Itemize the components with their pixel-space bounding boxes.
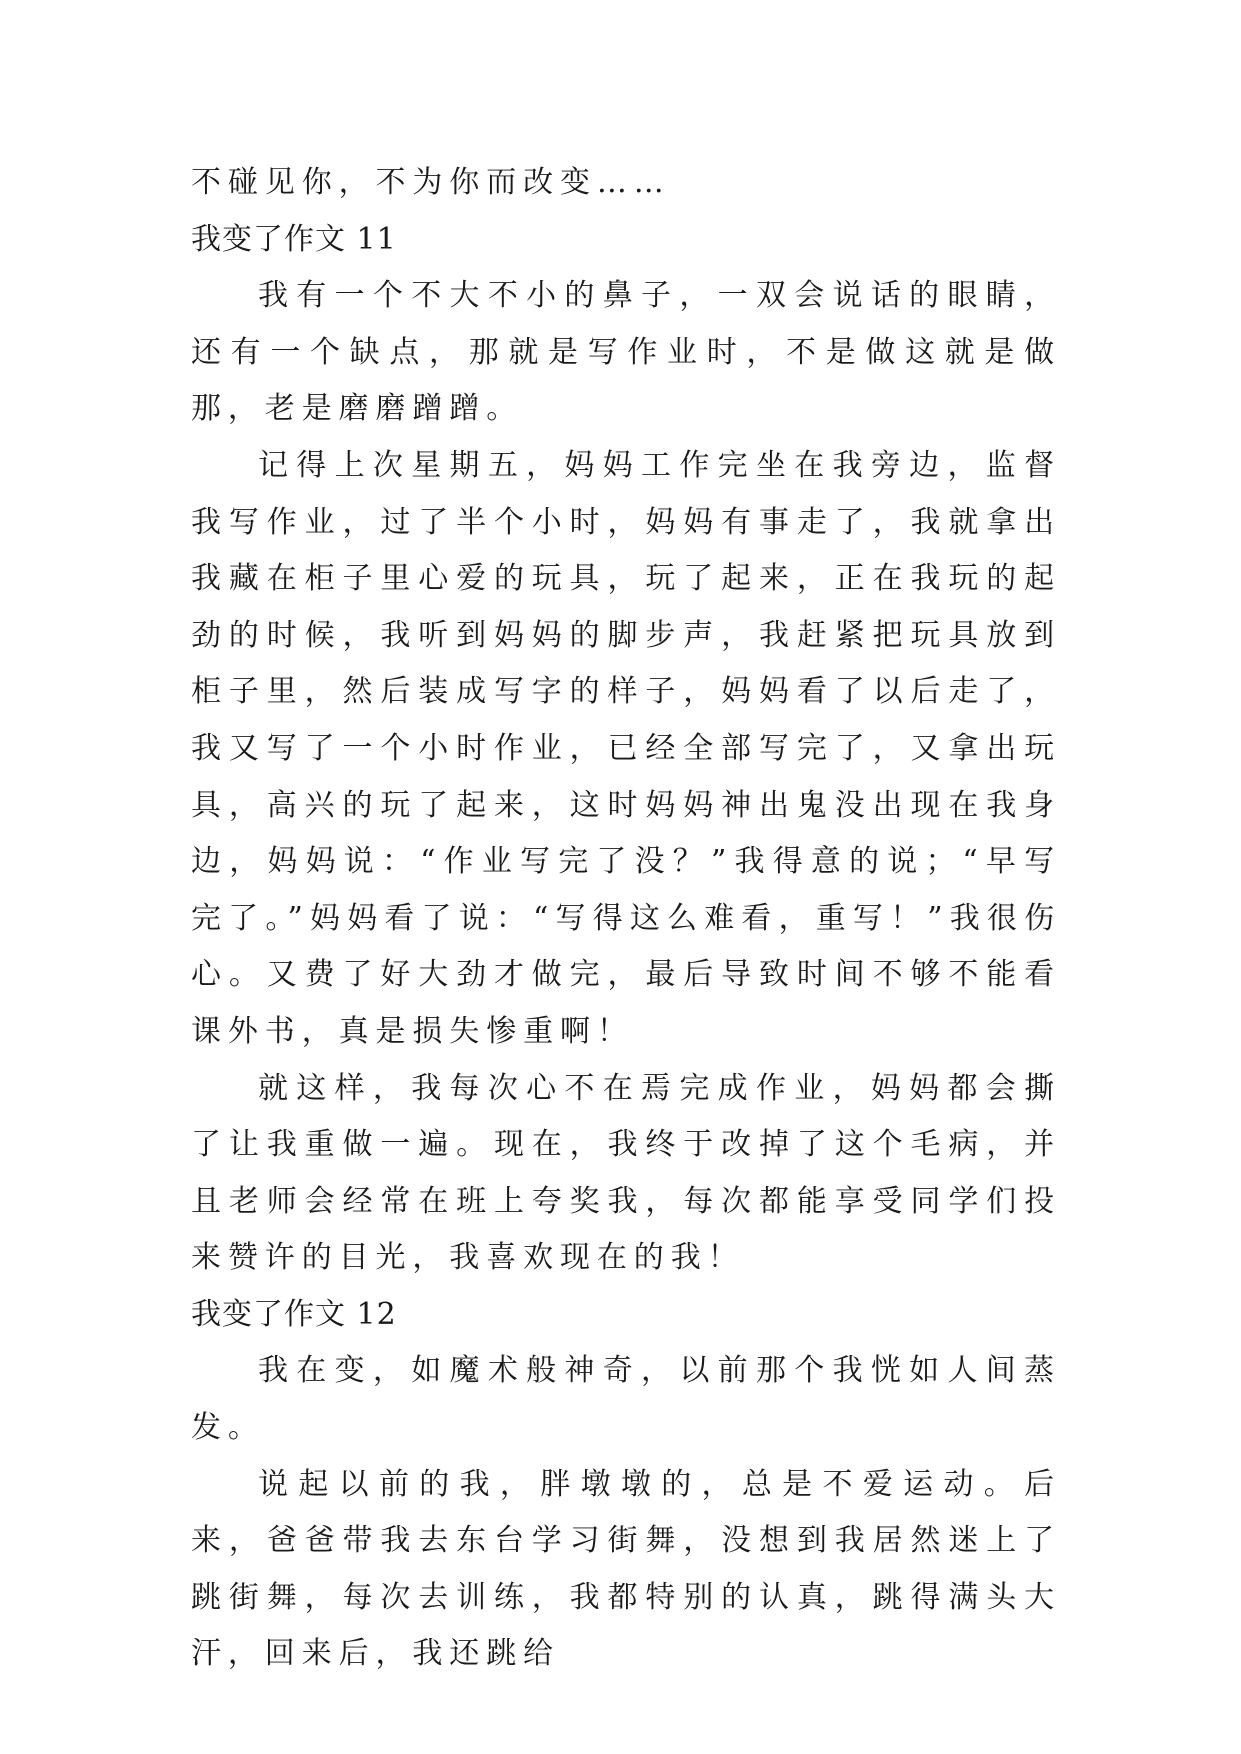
paragraph: 就这样，我每次心不在焉完成作业，妈妈都会撕了让我重做一遍。现在，我终于改掉了这个毛病，并且老师会经常在班上夸奖我，每次都能享受同学们投来赞许的目光，我喜欢现在的我！ [191, 1070, 1061, 1276]
paragraph: 我有一个不大不小的鼻子，一双会说话的眼睛，还有一个缺点，那就是写作业时，不是做这就是做那，老是磨磨蹭蹭。 [191, 278, 1061, 427]
paragraph: 我在变，如魔术般神奇，以前那个我恍如人间蒸发。 [191, 1353, 1061, 1446]
paragraph-continuation: 不碰见你，不为你而改变…… [191, 165, 671, 200]
essay-heading-11: 我变了作文 11 [191, 221, 397, 257]
paragraph: 说起以前的我，胖墩墩的，总是不爱运动。后来，爸爸带我去东台学习街舞，没想到我居然迷上了跳街舞，每次去训练，我都特别的认真，跳得满头大汗，回来后，我还跳给 [191, 1466, 1061, 1672]
document-body [191, 155, 1061, 1683]
paragraph: 记得上次星期五，妈妈工作完坐在我旁边，监督我写作业，过了半个小时，妈妈有事走了，我就拿出我藏在柜子里心爱的玩具，玩了起来，正在我玩的起劲的时候，我听到妈妈的脚步声，我赶紧把玩具放到柜子里，然后装成写字的样子，妈妈看了以后走了，我又写了一个小时作业，已经全部写完了，又拿出玩具，高兴的玩了起来，这时妈妈神出鬼没出现在我身边，妈妈说：“作业写完了没？”我得意的说；“早写完了。”妈妈看了说：“写得这么难看，重写！”我很伤心。又费了好大劲才做完，最后导致时间不够不能看课外书，真是损失惨重啊！ [191, 447, 1061, 1049]
essay-heading-12: 我变了作文 12 [191, 1296, 397, 1332]
